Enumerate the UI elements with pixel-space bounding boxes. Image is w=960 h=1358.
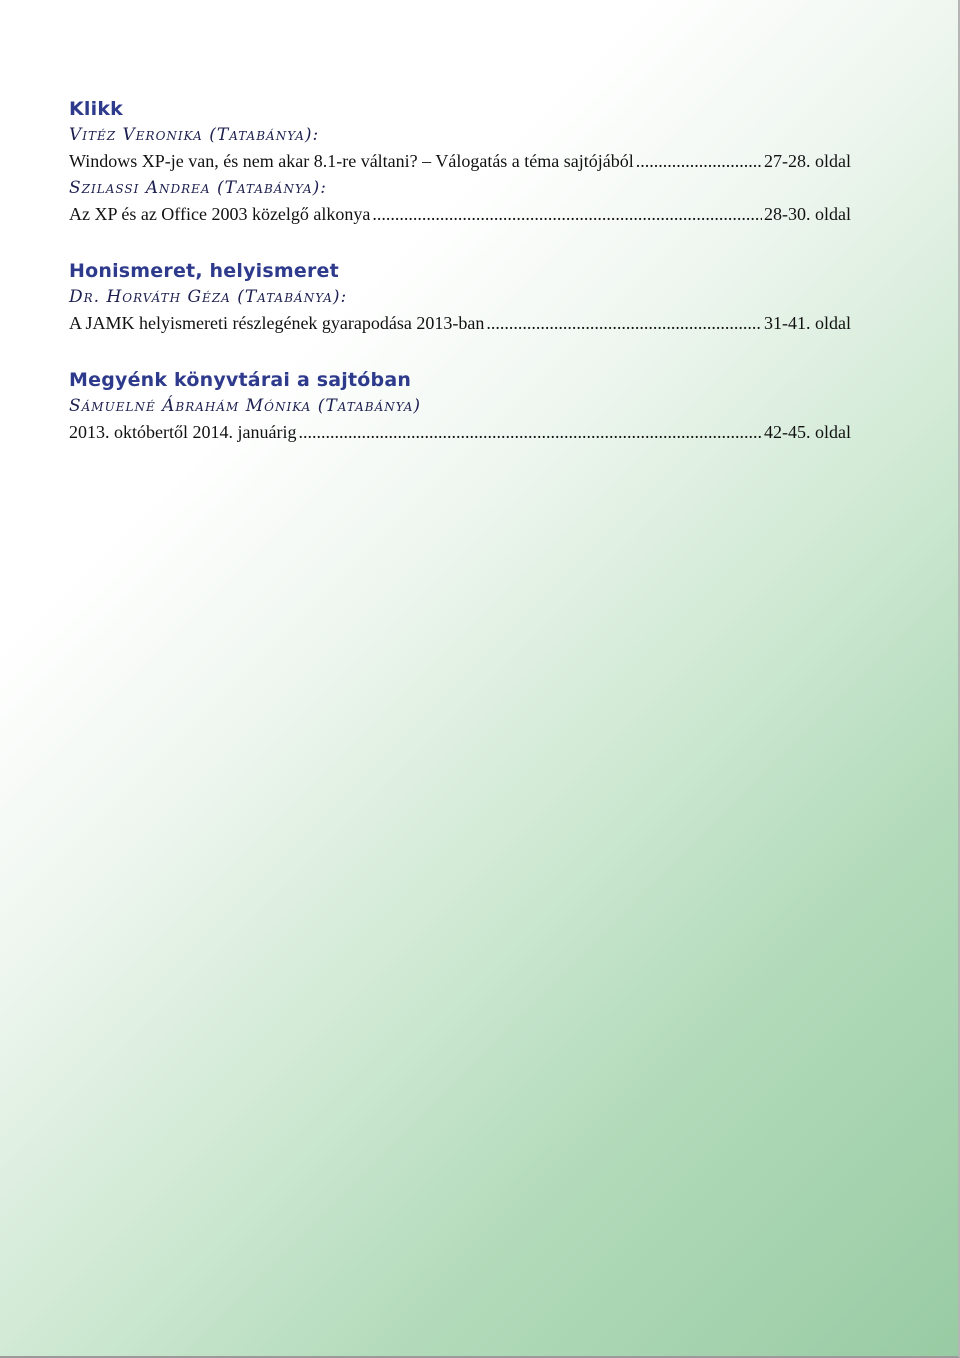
toc-entry xyxy=(69,122,851,175)
toc-section-megyenk xyxy=(69,367,851,446)
entry-line xyxy=(69,201,851,228)
dot-leader xyxy=(372,201,762,228)
entry-pages: 27-28. oldal xyxy=(764,151,851,171)
dot-leader xyxy=(636,148,762,175)
entry-pages: 42-45. oldal xyxy=(764,422,851,442)
entry-pages: 31-41. oldal xyxy=(764,313,851,333)
toc-section-honismeret xyxy=(69,258,851,337)
toc-entry xyxy=(69,393,851,446)
entry-line xyxy=(69,310,851,337)
toc-section-klikk xyxy=(69,96,851,228)
toc-entry xyxy=(69,284,851,337)
entry-author: Dr. Horváth Géza (Tatabánya): xyxy=(69,287,348,307)
entry-title: Windows XP-je van, és nem akar 8.1-re váltani? – Válogatás a téma sajtójából xyxy=(69,151,634,171)
section-title: Honismeret, helyismeret xyxy=(69,260,339,282)
entry-line xyxy=(69,148,851,175)
entry-title: 2013. októbertől 2014. januárig xyxy=(69,422,297,442)
entry-line xyxy=(69,419,851,446)
section-title: Klikk xyxy=(69,98,124,120)
entry-title: A JAMK helyismereti részlegének gyarapodása 2013-ban xyxy=(69,313,485,333)
dot-leader xyxy=(298,419,762,446)
entry-author: Vitéz Veronika (Tatabánya): xyxy=(69,125,320,145)
entry-title: Az XP és az Office 2003 közelgő alkonya xyxy=(69,204,371,224)
dot-leader xyxy=(486,310,762,337)
entry-author: Sámuelné Ábrahám Mónika (Tatabánya) xyxy=(69,396,422,416)
table-of-contents xyxy=(69,96,851,446)
section-title: Megyénk könyvtárai a sajtóban xyxy=(69,369,412,391)
entry-pages: 28-30. oldal xyxy=(764,204,851,224)
toc-entry xyxy=(69,175,851,228)
entry-author: Szilassi Andrea (Tatabánya): xyxy=(69,178,327,198)
